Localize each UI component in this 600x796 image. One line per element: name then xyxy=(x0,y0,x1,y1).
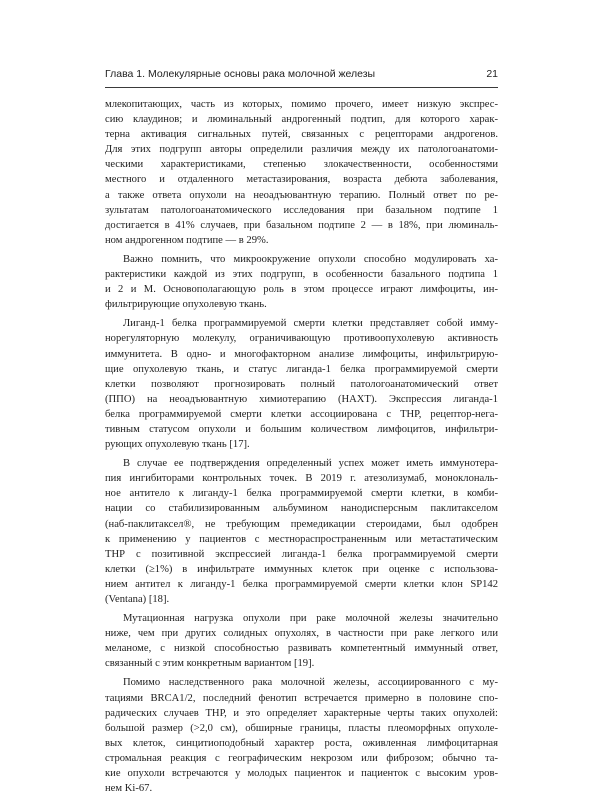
text-line: млекопитающих, часть из которых, помимо прочего, имеет низкую экспрес- xyxy=(105,99,498,110)
text-line: (наб-паклитаксел®, не требующим премедикации стероидами, был одобрен xyxy=(105,518,498,530)
text-line: зультатам патологоанатомического исследования при базальном подтипе 1 xyxy=(105,204,498,216)
text-line: радических случаев ТНР, и это определяет характерные черты таких опухолей: xyxy=(105,707,498,719)
text-line: иммунитета. В одно- и многофакторном анализе лимфоциты, инфильтрирую- xyxy=(105,348,498,360)
text-line: вых клеток, синцитиоподобный характер роста, оживленная лимфоцитарная xyxy=(105,737,498,749)
text-line: стромальная реакция с географическим некрозом или фиброзом; обычно та- xyxy=(105,752,498,764)
text-line: ное антитело к лиганду-1 белка программируемой смерти клетки, в комби- xyxy=(105,488,498,500)
text-line: ном андрогенном подтипе — в 29%. xyxy=(105,234,269,246)
paragraph xyxy=(105,252,498,312)
running-header xyxy=(105,68,498,86)
text-line: Для этих подгрупп авторы определили различия между их патологоанатоми- xyxy=(105,144,498,156)
text-line: Лиганд-1 белка программируемой смерти клетки представляет собой имму- xyxy=(123,318,498,330)
text-line: тивным статусом опухоли и большим количеством лимфоцитов, инфильтри- xyxy=(105,423,498,435)
text-line: нием антител к лиганду-1 белка программируемой смерти клетки клон SP142 xyxy=(105,578,498,590)
text-line: большой размер (>2,0 см), обширные границы, пласты плеоморфных опухоле- xyxy=(105,722,498,734)
text-line: достигается в 41% случаев, при базальном подтипе 2 — в 18%, при люминаль- xyxy=(105,219,498,231)
text-line: ческими характеристиками, степенью злокачественности, особенностями xyxy=(105,159,498,171)
text-line: (ППО) на неоадъювантную химиотерапию (НАХТ). Экспрессия лиганда-1 xyxy=(105,393,498,405)
paragraph xyxy=(105,675,498,796)
text-line: клетки (≥1%) в инфильтрате иммунных клеток при оценке с использова- xyxy=(105,563,498,575)
text-line: клетки позволяют прогнозировать полный патологоанатомический ответ xyxy=(105,378,498,390)
text-line: ТНР с позитивной экспрессией лиганда-1 белка программируемой смерти xyxy=(105,548,498,560)
text-line: норегуляторную молекулу, ограничивающую противоопухолевую активность xyxy=(105,333,498,345)
text-line: (Ventana) [18]. xyxy=(105,594,170,605)
text-line: кие опухоли встречаются у молодых пациенток и пациенток с высоким уров- xyxy=(105,768,498,780)
text-line: а также ответа опухоли на неоадъювантную терапию. Полный ответ по ре- xyxy=(105,189,498,201)
chapter-title: Глава 1. Молекулярные основы рака молочной железы xyxy=(105,68,376,80)
text-line: ниже, чем при других солидных опухолях, в частности при раке легкого или xyxy=(105,628,498,640)
paragraph xyxy=(105,611,498,671)
text-line: В случае ее подтверждения определенный успех может иметь иммунотера- xyxy=(123,458,498,470)
text-line: рактеристики каждой из этих подгрупп, в особенности базального подтипа 1 xyxy=(105,269,498,281)
text-line: фильтрирующие опухолевую ткань. xyxy=(105,299,267,311)
text-line: меланоме, с низкой способностью развивать компетентный иммунный ответ, xyxy=(105,643,498,655)
text-line: нем Ki-67. xyxy=(105,783,153,795)
page-number: 21 xyxy=(486,68,498,80)
text-line: Помимо наследственного рака молочной железы, ассоциированного с му- xyxy=(123,677,498,689)
text-line: связанный с этим конкретным вариантом [19]. xyxy=(105,658,315,670)
text-line: терна активация сигнальных путей, связанных с рецепторами андрогенов. xyxy=(105,129,498,141)
header-rule xyxy=(105,87,498,88)
text-line: нации со стабилизированным альбумином нанодисперсным паклитакселом xyxy=(105,503,498,515)
text-line: местного и отдаленного метастазирования, возраста дебюта заболевания, xyxy=(105,174,498,186)
text-line: Важно помнить, что микроокружение опухоли способно модулировать ха- xyxy=(123,253,498,265)
text-line: белка программируемой смерти клетки ассоциирована с ТНР, рецептор-нега- xyxy=(105,408,498,420)
paragraph xyxy=(105,97,498,248)
paragraph xyxy=(105,456,498,607)
text-line: Мутационная нагрузка опухоли при раке молочной железы значительно xyxy=(123,613,498,625)
text-line: и 2 и М. Основополагающую роль в этом процессе играют лимфоциты, ин- xyxy=(105,284,498,296)
text-line: сию клаудинов; и люминальный андрогенный подтип, для которого харак- xyxy=(105,114,498,126)
body-text xyxy=(105,97,498,796)
text-line: рующих опухолевую ткань [17]. xyxy=(105,439,250,451)
text-line: щие опухолевую ткань, и статус лиганда-1 белка программируемой смерти xyxy=(105,363,498,375)
text-line: пия ингибиторами контрольных точек. В 2019 г. атезолизумаб, моноклональ- xyxy=(105,473,498,485)
text-line: тациями BRCA1/2, последний фенотип встречается примерно в половине спо- xyxy=(105,692,498,704)
text-line: к применению у пациентов с местнораспространенным или метастатическим xyxy=(105,533,498,545)
paragraph xyxy=(105,316,498,452)
